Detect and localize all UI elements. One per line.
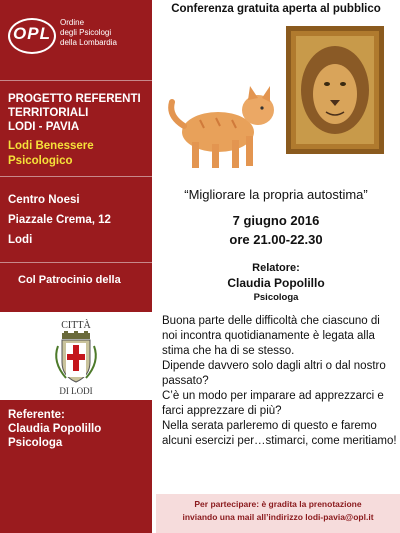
project-line: TERRITORIALI <box>8 107 89 119</box>
logo-letters: OPL <box>13 24 51 43</box>
description-paragraph: C’è un modo per imparare ad apprezzarci e farci apprezzare di più? <box>162 390 384 417</box>
event-date: 7 giugno 2016 <box>232 213 320 228</box>
patronage-label: Col Patrocinio della <box>18 274 121 286</box>
city-crest-icon <box>48 316 104 398</box>
project-line: LODI - PAVIA <box>8 121 80 133</box>
venue-address <box>8 190 111 250</box>
logo-org-line: degli Psicologi <box>60 28 112 37</box>
crest-bottom-text: DI LODI <box>59 386 93 396</box>
event-description <box>162 314 398 449</box>
referent-name: Claudia Popolillo <box>8 423 102 435</box>
description-paragraph: Dipende davvero solo dagli altri o dal nostro passato? <box>162 360 386 387</box>
referent-info <box>8 408 101 450</box>
event-time: ore 21.00-22.30 <box>229 232 323 247</box>
sidebar-divider <box>0 176 152 177</box>
logo-org-line: Ordine <box>60 18 85 27</box>
kitten-mirror-lion-image <box>160 20 396 190</box>
referent-label: Referente: <box>8 409 65 421</box>
registration-email-line: inviando una mail all’indirizzo lodi-pavia@opl.it <box>182 512 374 522</box>
registration-line: Per partecipare: è gradita la prenotazione <box>194 499 362 509</box>
page-title: Conferenza gratuita aperta al pubblico <box>171 3 381 15</box>
logo-org-name <box>60 18 117 48</box>
highlight-line: Lodi Benessere <box>8 140 94 152</box>
logo-org-line: della Lombardia <box>60 38 117 47</box>
description-paragraph: Buona parte delle difficoltà che ciascuno di noi incontra quotidianamente è legata alla stima che ha di se stesso. <box>162 315 380 357</box>
venue-line: Lodi <box>8 234 33 246</box>
speaker-role: Psicologa <box>253 292 299 303</box>
sidebar-divider <box>0 80 152 81</box>
highlight-line: Psicologico <box>8 155 73 167</box>
sidebar-divider <box>0 262 152 263</box>
project-line: PROGETTO REFERENTI <box>8 93 141 105</box>
opl-logo <box>8 14 138 60</box>
venue-line: Centro Noesi <box>8 194 80 206</box>
crest-top-text: CITTÀ <box>61 320 91 331</box>
referent-role: Psicologa <box>8 437 63 449</box>
project-highlight <box>8 139 94 169</box>
description-paragraph: Nella serata parleremo di questo e faremo alcuni esercizi per…stimarci, come meritiamo! <box>162 420 397 447</box>
talk-title: “Migliorare la propria autostima” <box>184 187 368 202</box>
venue-line: Piazzale Crema, 12 <box>8 214 111 226</box>
speaker-name: Claudia Popolillo <box>227 276 325 290</box>
project-title <box>8 92 141 134</box>
speaker-label: Relatore: <box>252 262 300 274</box>
